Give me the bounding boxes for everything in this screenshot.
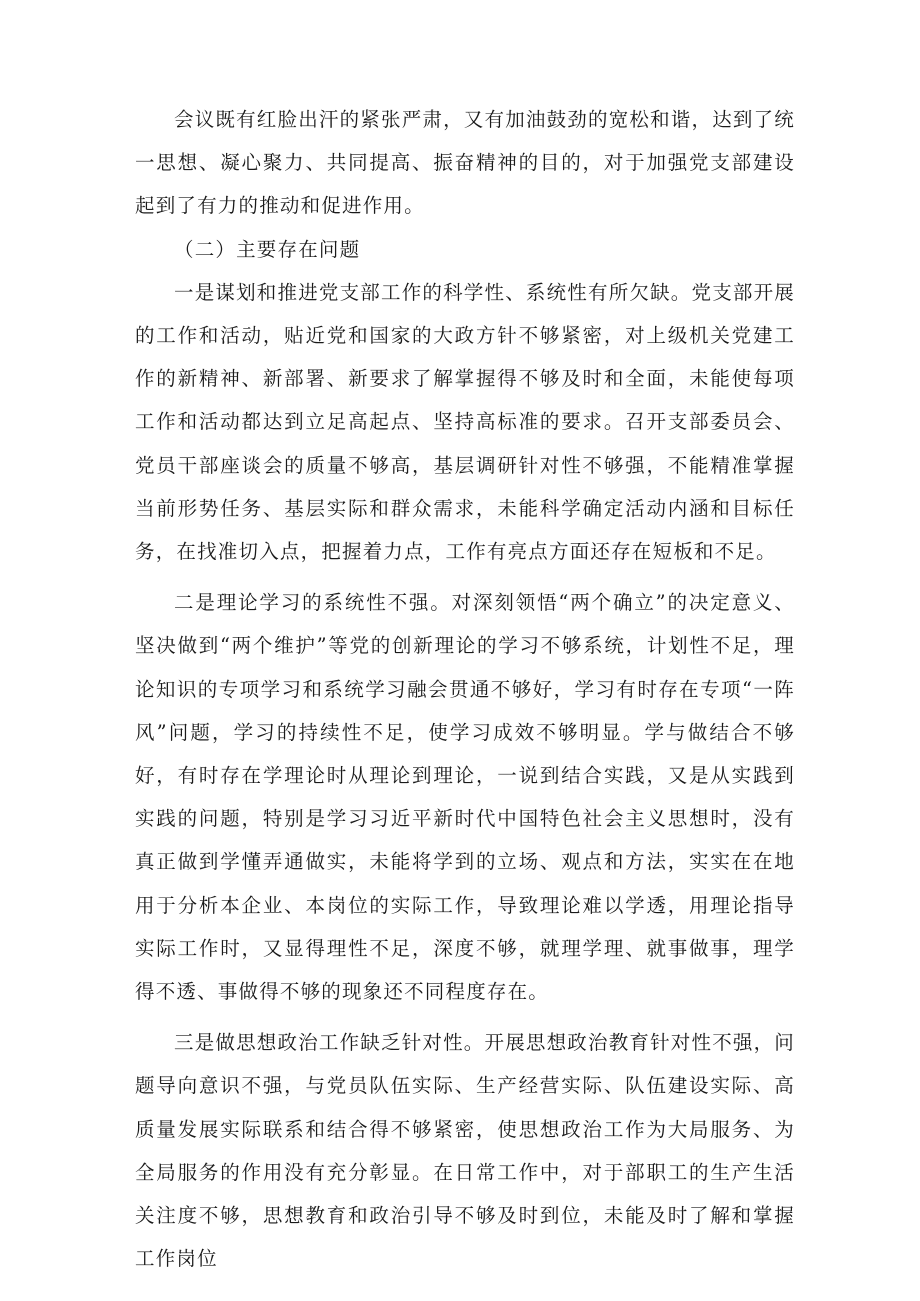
section-heading-main-problems: （二）主要存在问题 [174,237,361,261]
paragraph-problem-three: 三是做思想政治工作缺乏针对性。开展思想政治教育针对性不强，问题导向意识不强，与党员队伍实际、生产经营实际、队伍建设实际、高质量发展实际联系和结合得不够紧密，使思想政治工作为大局服务、为全局服务的作用没有充分彰显。在日常工作中，对于部职工的生产生活关注度不够，思想教育和政治引导不够及时到位，未能及时了解和掌握工作岗位 [135,1031,796,1271]
paragraph-meeting-summary: 会议既有红脸出汗的紧张严肃，又有加油鼓劲的宽松和谐，达到了统一思想、凝心聚力、共同提高、振奋精神的目的，对于加强党支部建设起到了有力的推动和促进作用。 [135,108,796,218]
paragraph-problem-two: 二是理论学习的系统性不强。对深刻领悟“两个确立”的决定意义、坚决做到“两个维护”等党的创新理论的学习不够系统，计划性不足，理论知识的专项学习和系统学习融会贯通不够好，学习有时存在专项“一阵风”问题，学习的持续性不足，使学习成效不够明显。学与做结合不够好，有时存在学理论时从理论到理论，一说到结合实践，又是从实践到实践的问题，特别是学习习近平新时代中国特色社会主义思想时，没有真正做到学懂弄通做实，未能将学到的立场、观点和方法，实实在在地用于分析本企业、本岗位的实际工作，导致理论难以学透，用理论指导实际工作时，又显得理性不足，深度不够，就理学理、就事做事，理学得不透、事做得不够的现象还不同程度存在。 [135,591,795,1004]
paragraph-problem-one: 一是谋划和推进党支部工作的科学性、系统性有所欠缺。党支部开展的工作和活动，贴近党和国家的大政方针不够紧密，对上级机关党建工作的新精神、新部署、新要求了解掌握得不够及时和全面，未能使每项工作和活动都达到立足高起点、坚持高标准的要求。召开支部委员会、党员干部座谈会的质量不够高，基层调研针对性不够强，不能精准掌握当前形势任务、基层实际和群众需求，未能科学确定活动内涵和目标任务，在找准切入点，把握着力点，工作有亮点方面还存在短板和不足。 [135,280,796,564]
document-page [135,98,795,1280]
